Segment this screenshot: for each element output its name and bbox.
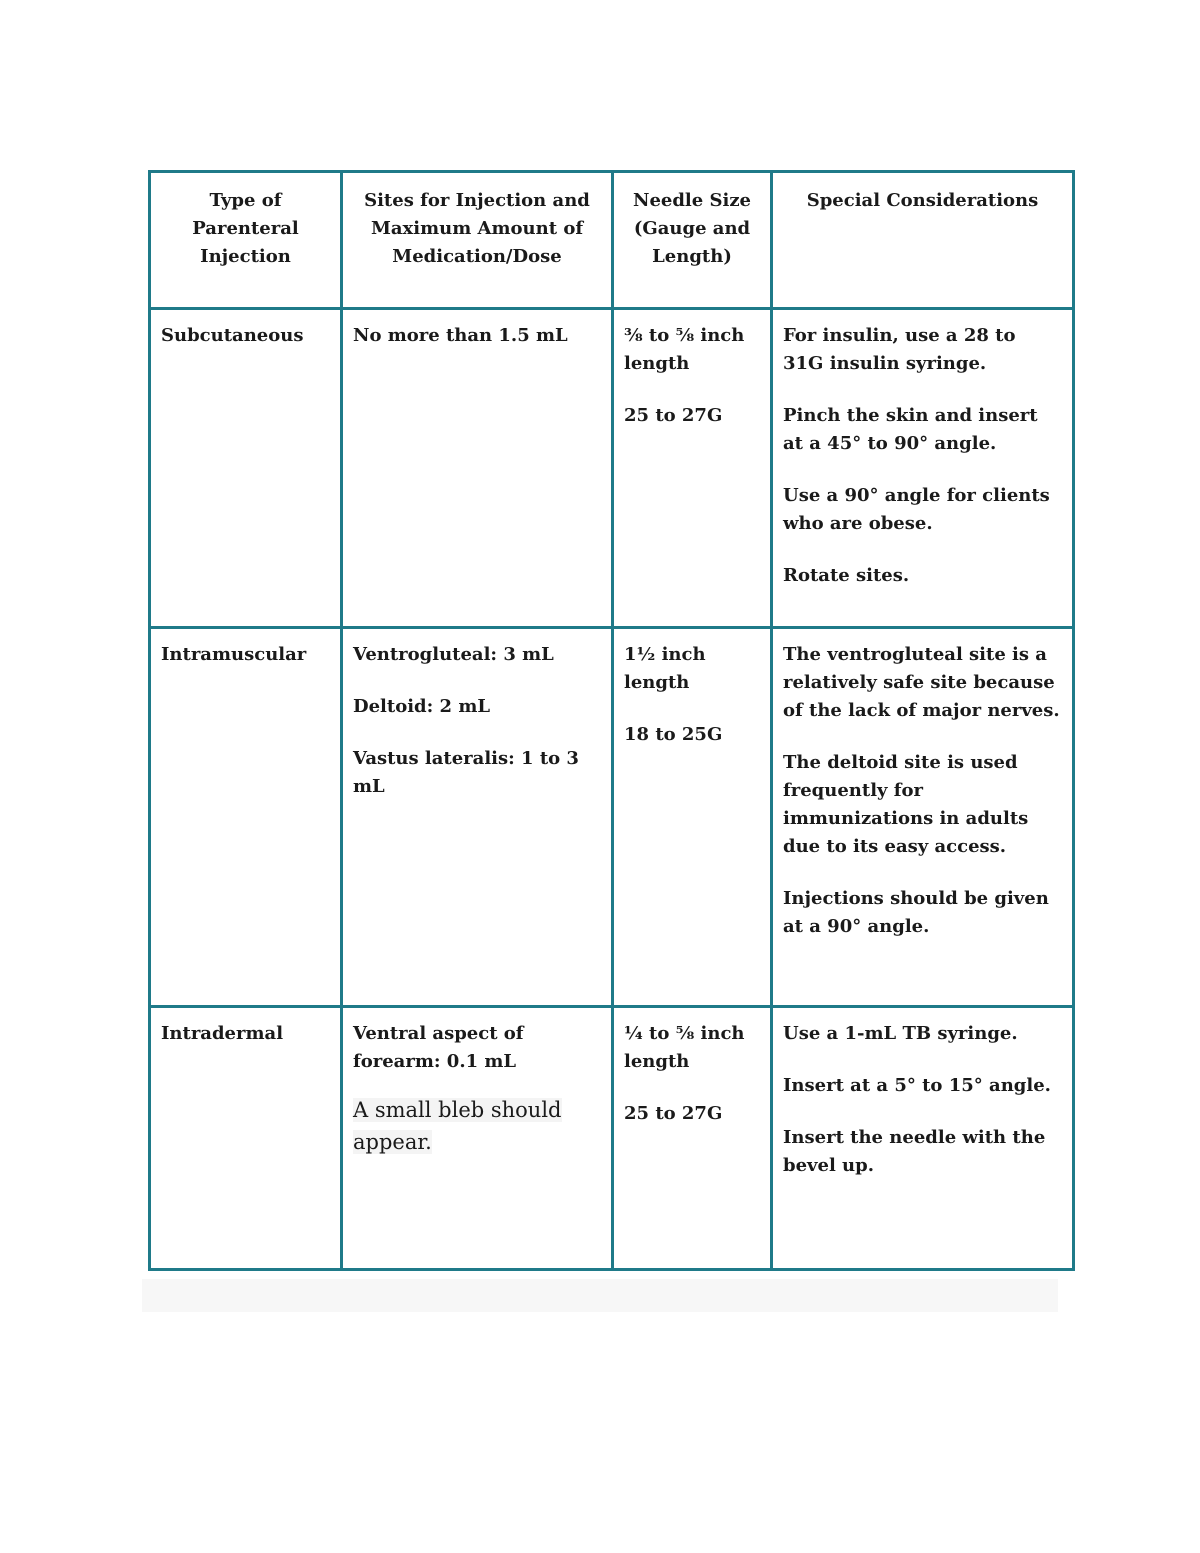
site-text: No more than 1.5 mL bbox=[353, 325, 568, 346]
consideration-text: Use a 90° angle for clients who are obese. bbox=[783, 485, 1050, 534]
header-needle-label: Needle Size (Gauge and Length) bbox=[632, 190, 751, 267]
consideration-text: Injections should be given at a 90° angle. bbox=[783, 888, 1049, 937]
needle-length: 1½ inch length bbox=[624, 644, 706, 693]
consideration-text: The ventrogluteal site is a relatively safe site because of the lack of major nerves. bbox=[783, 644, 1060, 721]
consideration-text: Insert at a 5° to 15° angle. bbox=[783, 1075, 1051, 1096]
cell-sites bbox=[342, 309, 613, 628]
highlighted-text: A small bleb should appear. bbox=[353, 1098, 562, 1154]
injection-type: Intramuscular bbox=[161, 644, 307, 665]
site-text: Ventrogluteal: 3 mL bbox=[353, 644, 554, 665]
needle-gauge: 18 to 25G bbox=[624, 724, 723, 745]
consideration-text: For insulin, use a 28 to 31G insulin syringe. bbox=[783, 325, 1016, 374]
consideration-text: Pinch the skin and insert at a 45° to 90° angle. bbox=[783, 405, 1038, 454]
injection-type: Intradermal bbox=[161, 1023, 284, 1044]
header-sites bbox=[342, 172, 613, 309]
site-text: Ventral aspect of forearm: 0.1 mL bbox=[353, 1023, 524, 1072]
needle-length: ¼ to ⅝ inch length bbox=[624, 1023, 745, 1072]
header-needle bbox=[613, 172, 772, 309]
injection-type: Subcutaneous bbox=[161, 325, 304, 346]
cell-type bbox=[150, 1007, 342, 1270]
cell-type bbox=[150, 628, 342, 1007]
cell-needle bbox=[613, 1007, 772, 1270]
consideration-text: The deltoid site is used frequently for immunizations in adults due to its easy access. bbox=[783, 752, 1029, 857]
needle-gauge: 25 to 27G bbox=[624, 405, 723, 426]
header-special bbox=[772, 172, 1074, 309]
site-text: Vastus lateralis: 1 to 3 mL bbox=[353, 748, 579, 797]
empty-paragraph-bar bbox=[142, 1279, 1058, 1312]
cell-special bbox=[772, 1007, 1074, 1270]
cell-needle bbox=[613, 309, 772, 628]
consideration-text: Insert the needle with the bevel up. bbox=[783, 1127, 1046, 1176]
table-header-row bbox=[150, 172, 1074, 309]
needle-gauge: 25 to 27G bbox=[624, 1103, 723, 1124]
header-sites-label: Sites for Injection and Maximum Amount of Medication/Dose bbox=[364, 190, 590, 267]
header-type-label: Type of Parenteral Injection bbox=[192, 190, 299, 267]
cell-sites bbox=[342, 628, 613, 1007]
table-row bbox=[150, 309, 1074, 628]
needle-length: ⅜ to ⅝ inch length bbox=[624, 325, 745, 374]
consideration-text: Rotate sites. bbox=[783, 565, 910, 586]
header-special-label: Special Considerations bbox=[806, 190, 1039, 211]
bleb-note bbox=[353, 1094, 601, 1158]
cell-special bbox=[772, 628, 1074, 1007]
table-row bbox=[150, 1007, 1074, 1270]
parenteral-injection-table bbox=[148, 170, 1075, 1271]
header-type bbox=[150, 172, 342, 309]
cell-special bbox=[772, 309, 1074, 628]
consideration-text: Use a 1-mL TB syringe. bbox=[783, 1023, 1018, 1044]
cell-needle bbox=[613, 628, 772, 1007]
site-text: Deltoid: 2 mL bbox=[353, 696, 491, 717]
cell-type bbox=[150, 309, 342, 628]
table-row bbox=[150, 628, 1074, 1007]
cell-sites bbox=[342, 1007, 613, 1270]
